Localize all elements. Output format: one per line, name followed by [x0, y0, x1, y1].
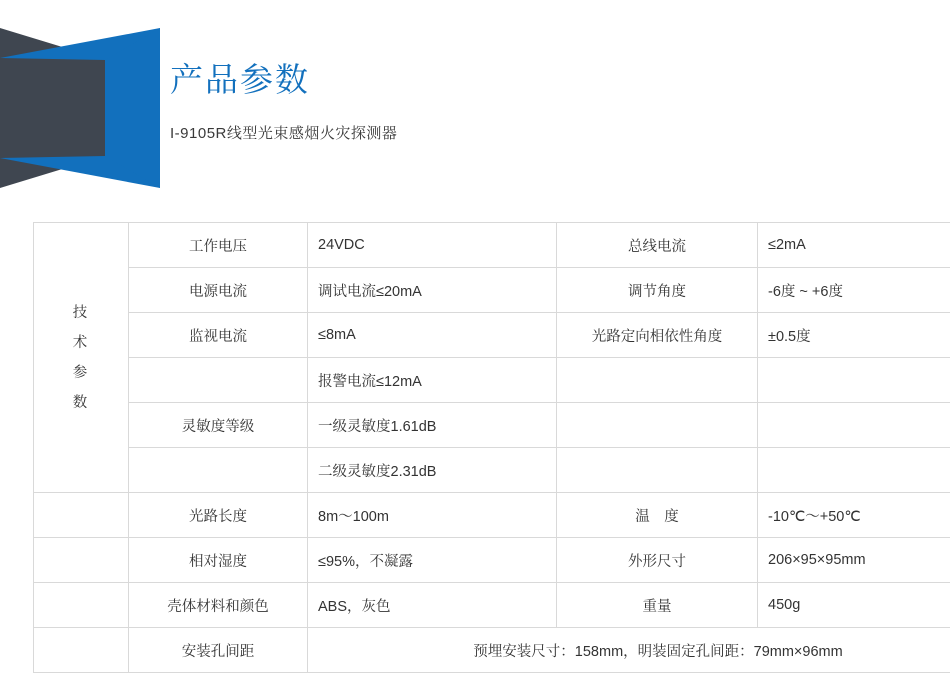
side-label-char: 术 — [72, 334, 90, 351]
cell-empty — [34, 538, 129, 583]
cell-label: 电源电流 — [129, 268, 308, 313]
side-label-char: 数 — [72, 394, 90, 411]
cell-value — [758, 403, 950, 448]
cell-value — [758, 358, 950, 403]
cell-value: 8m〜100m — [308, 493, 557, 538]
title-block — [170, 60, 397, 143]
side-label-technical-parameters — [34, 223, 129, 493]
cell-label: 监视电流 — [129, 313, 308, 358]
cell-value: ≤95%，不凝露 — [308, 538, 557, 583]
cell-value: 450g — [758, 583, 950, 628]
cell-label: 工作电压 — [129, 223, 308, 268]
cell-value: ≤2mA — [758, 223, 950, 268]
table-row — [34, 538, 950, 583]
cell-label: 光路定向相依性角度 — [557, 313, 758, 358]
banner-decoration-icon — [0, 28, 160, 188]
table-row — [34, 313, 950, 358]
cell-label — [129, 358, 308, 403]
table-row — [34, 583, 950, 628]
page-header — [0, 0, 950, 200]
cell-label — [129, 448, 308, 493]
cell-value: 24VDC — [308, 223, 557, 268]
specification-table — [33, 222, 950, 673]
table-row — [34, 223, 950, 268]
cell-value: ≤8mA — [308, 313, 557, 358]
cell-value: 调试电流≤20mA — [308, 268, 557, 313]
cell-label: 总线电流 — [557, 223, 758, 268]
cell-label: 安装孔间距 — [129, 628, 308, 673]
cell-empty — [34, 583, 129, 628]
cell-empty — [34, 628, 129, 673]
table-row — [34, 268, 950, 313]
side-label-char: 参 — [72, 364, 90, 381]
cell-value: 二级灵敏度2.31dB — [308, 448, 557, 493]
page-subtitle: I-9105R线型光束感烟火灾探测器 — [170, 124, 398, 142]
cell-label: 温 度 — [557, 493, 758, 538]
cell-value: 报警电流≤12mA — [308, 358, 557, 403]
cell-value: 206×95×95mm — [758, 538, 950, 583]
cell-empty — [34, 493, 129, 538]
table-row — [34, 358, 950, 403]
cell-label: 重量 — [557, 583, 758, 628]
cell-value: -10℃〜+50℃ — [758, 493, 950, 538]
cell-label: 灵敏度等级 — [129, 403, 308, 448]
page-title: 产品参数 — [170, 61, 310, 98]
cell-label — [557, 448, 758, 493]
cell-value — [758, 448, 950, 493]
cell-label — [557, 403, 758, 448]
cell-value: ±0.5度 — [758, 313, 950, 358]
table-row-install — [34, 628, 950, 673]
cell-value: 预埋安装尺寸：158mm，明装固定孔间距：79mm×96mm — [308, 628, 950, 673]
table-row — [34, 448, 950, 493]
cell-value: -6度 ~ +6度 — [758, 268, 950, 313]
cell-value: 一级灵敏度1.61dB — [308, 403, 557, 448]
table-row — [34, 493, 950, 538]
cell-label: 光路长度 — [129, 493, 308, 538]
table-row — [34, 403, 950, 448]
cell-label — [557, 358, 758, 403]
cell-value: ABS，灰色 — [308, 583, 557, 628]
cell-label: 相对湿度 — [129, 538, 308, 583]
side-label-char: 技 — [72, 304, 90, 321]
spec-table-container — [33, 222, 917, 673]
cell-label: 调节角度 — [557, 268, 758, 313]
cell-label: 壳体材料和颜色 — [129, 583, 308, 628]
cell-label: 外形尺寸 — [557, 538, 758, 583]
